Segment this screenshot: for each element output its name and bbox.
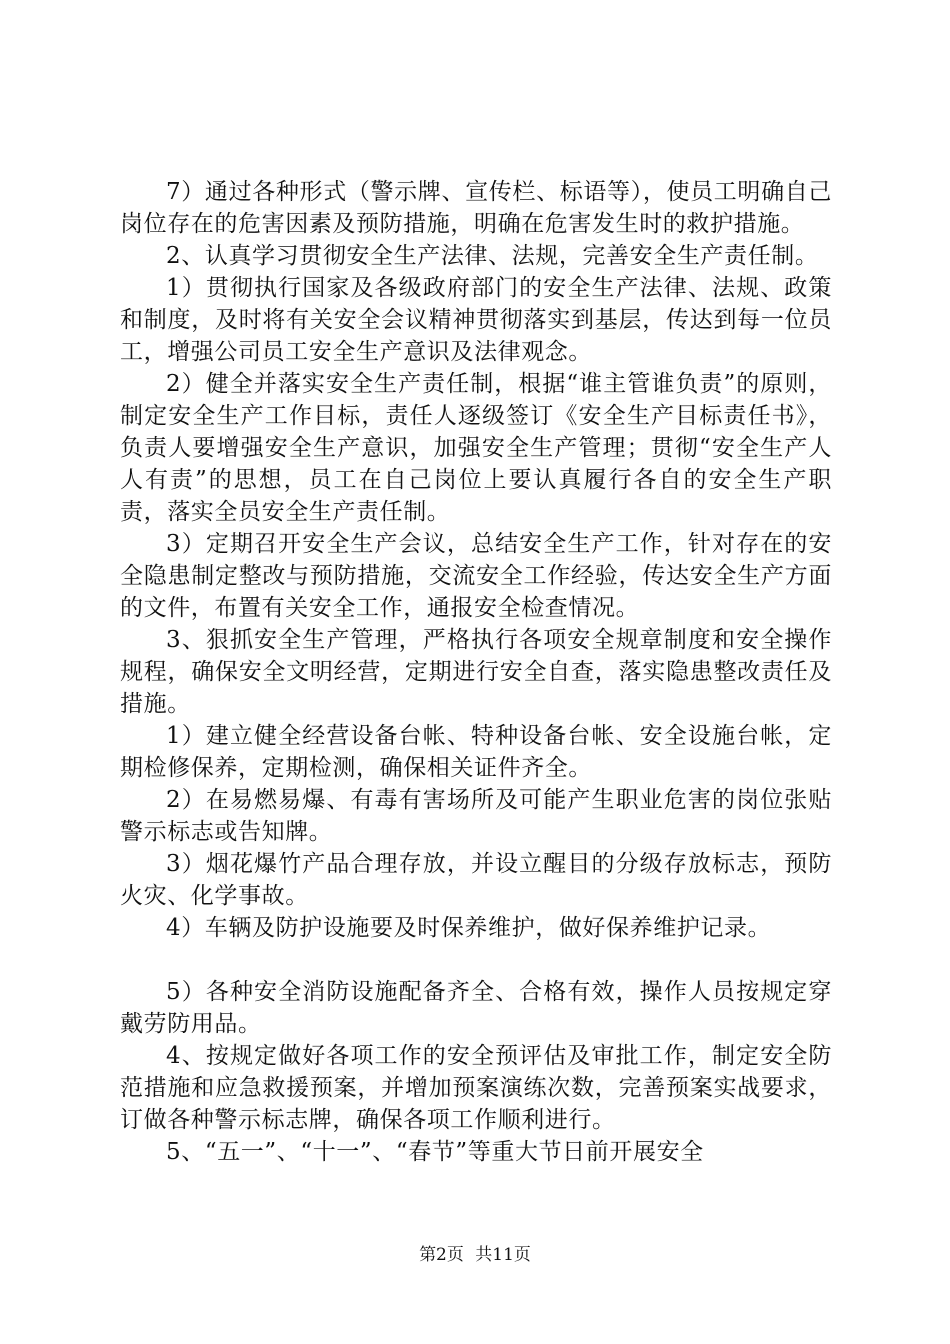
paragraph: 3、狠抓安全生产管理，严格执行各项安全规章制度和安全操作规程，确保安全文明经营，定期进行安全自查，落实隐患整改责任及措施。 <box>120 627 832 717</box>
paragraph: 4、按规定做好各项工作的安全预评估及审批工作，制定安全防范措施和应急救援预案，并增加预案演练次数，完善预案实战要求，订做各种警示标志牌，确保各项工作顺利进行。 <box>120 1043 832 1133</box>
paragraph: 3）定期召开安全生产会议，总结安全生产工作，针对存在的安全隐患制定整改与预防措施，交流安全工作经验，传达安全生产方面的文件，布置有关安全工作，通报安全检查情况。 <box>120 531 832 621</box>
paragraph-gap <box>120 944 832 976</box>
paragraph: 5、“五一”、“十一”、“春节”等重大节日前开展安全 <box>166 1139 704 1165</box>
document-body <box>120 176 832 1168</box>
page-footer <box>0 1240 950 1265</box>
paragraph: 2、认真学习贯彻安全生产法律、法规，完善安全生产责任制。 <box>166 243 819 269</box>
paragraph: 1）贯彻执行国家及各级政府部门的安全生产法律、法规、政策和制度，及时将有关安全会议精神贯彻落实到基层，传达到每一位员工，增强公司员工安全生产意识及法律观念。 <box>120 275 832 365</box>
paragraph: 4）车辆及防护设施要及时保养维护，做好保养维护记录。 <box>166 915 772 941</box>
paragraph: 2）健全并落实安全生产责任制，根据“谁主管谁负责”的原则，制定安全生产工作目标，责任人逐级签订《安全生产目标责任书》，负责人要增强安全生产意识，加强安全生产管理；贯彻“安全生产人人有责”的思想，员工在自己岗位上要认真履行各自的安全生产职责，落实全员安全生产责任制。 <box>120 371 832 525</box>
paragraph: 3）烟花爆竹产品合理存放，并设立醒目的分级存放标志，预防火灾、化学事故。 <box>120 851 832 909</box>
paragraph: 5）各种安全消防设施配备齐全、合格有效，操作人员按规定穿戴劳防用品。 <box>120 979 832 1037</box>
page-number-total: 共11页 <box>475 1245 531 1265</box>
paragraph: 2）在易燃易爆、有毒有害场所及可能产生职业危害的岗位张贴警示标志或告知牌。 <box>120 787 832 845</box>
page-number-current: 第2页 <box>419 1245 464 1265</box>
paragraph: 7）通过各种形式（警示牌、宣传栏、标语等），使员工明确自己岗位存在的危害因素及预防措施，明确在危害发生时的救护措施。 <box>120 179 832 237</box>
paragraph: 1）建立健全经营设备台帐、特种设备台帐、安全设施台帐，定期检修保养，定期检测，确保相关证件齐全。 <box>120 723 832 781</box>
